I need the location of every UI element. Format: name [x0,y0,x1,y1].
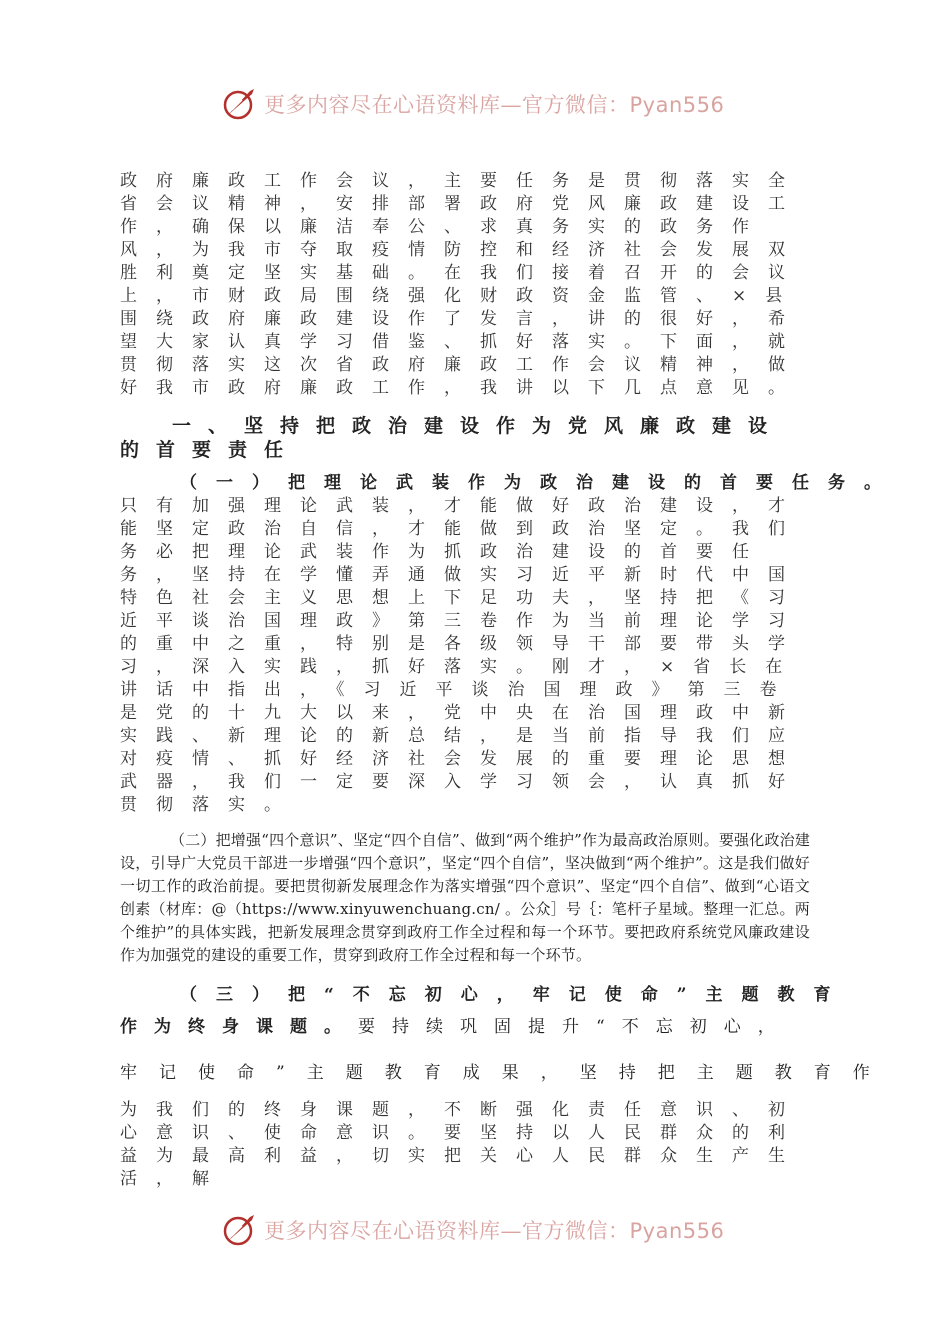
quill-logo-icon [220,1210,260,1250]
subsection-1-title: （一）把理论武装作为政治建设的首要任务。 [180,473,900,493]
subsection-3-line2: 作为终身课题。要持续巩固提升“不忘初心， [120,1017,792,1037]
subsection-2-paragraph: （二）把增强“四个意识”、坚定“四个自信”、做到“两个维护”作为最高政治原则。要强化政治建设，引导广大党员干部进一步增强“四个意识”，坚定“四个自信”，坚决做到“两个维护”。这是我们做好一切工作的政治前提。要把贯彻新发展理念作为落实增强“四个意识”、坚定“四个自信”、做到“心语文创素（材库：@（https://www.xinyuwenchuang.cn/ 。公众］号｛：笔杆子星域。整理一汇总。两个维护”的具体实践，把新发展理念贯穿到政府工作全过程和每一个环节。要把政府系统党风廉政建设作为加强党的建设的重要工作，贯穿到政府工作全过程和每一个环节。 [120,831,811,964]
subsection-3-title: （三）把“不忘初心，牢记使命”主题教育 [180,985,850,1005]
subsection-3-line3: 牢记使命”主题教育成果，坚持把主题教育作 [120,1063,892,1083]
document-body [120,170,900,1191]
intro-paragraph: 政府廉政工作会议，主要任务是贯彻落实全省会议精神，安排部署政府党风廉政建设工作，确保以廉洁奉公、求真务实的政务作风，为我市夺取疫情防控和经济社会发展双胜利奠定坚实基础。在我们接着召开的会议上，市财政局围绕强化财政资金监管、×县围绕政府廉政建设作了发言，讲的很好，希望大家认真学习借鉴、抓好落实。下面，就贯彻落实这次省政府廉政工作会议精神，做好我市政府廉政工作，我讲以下几点意见。 [120,171,804,398]
banner-id: Pyan556 [629,93,725,117]
header-banner [220,80,740,128]
section-heading-1: 一、坚持把政治建设作为党风廉政建设的首要责任 [120,415,785,461]
banner-id: Pyan556 [629,1219,725,1243]
footer-banner [220,1206,740,1254]
banner-text: 更多内容尽在心语资料库—官方微信：Pyan556 [264,93,725,117]
banner-text: 更多内容尽在心语资料库—官方微信：Pyan556 [264,1219,725,1243]
subsection-3-body: 为我们的终身课题，不断强化责任意识、初心意识、使命意识。要坚持以人民群众的利益为最高利益，切实把关心人民群众生产生活，解 [120,1100,804,1189]
quill-logo-icon [220,84,260,124]
subsection-1-body: 只有加强理论武装，才能做好政治建设，才能坚定政治自信，才能做到政治坚定。我们务必把理论武装作为抓政治建设的首要任务，坚持在学懂弄通做实习近平新时代中国特色社会主义思想上下足功夫，坚持把《习近平谈治国理政》第三卷作为当前理论学习的重中之重，特别是各级领导干部要带头学习，深入实践，抓好落实。刚才，×省长在讲话中指出，《习近平谈治国理政》第三卷是党的十九大以来，党中央在治国理政中新实践、新理论的新总结，是当前指导我们应对疫情、抓好经济社会发展的重要理论思想武器，我们一定要深入学习领会，认真抓好贯彻落实。 [120,496,804,815]
